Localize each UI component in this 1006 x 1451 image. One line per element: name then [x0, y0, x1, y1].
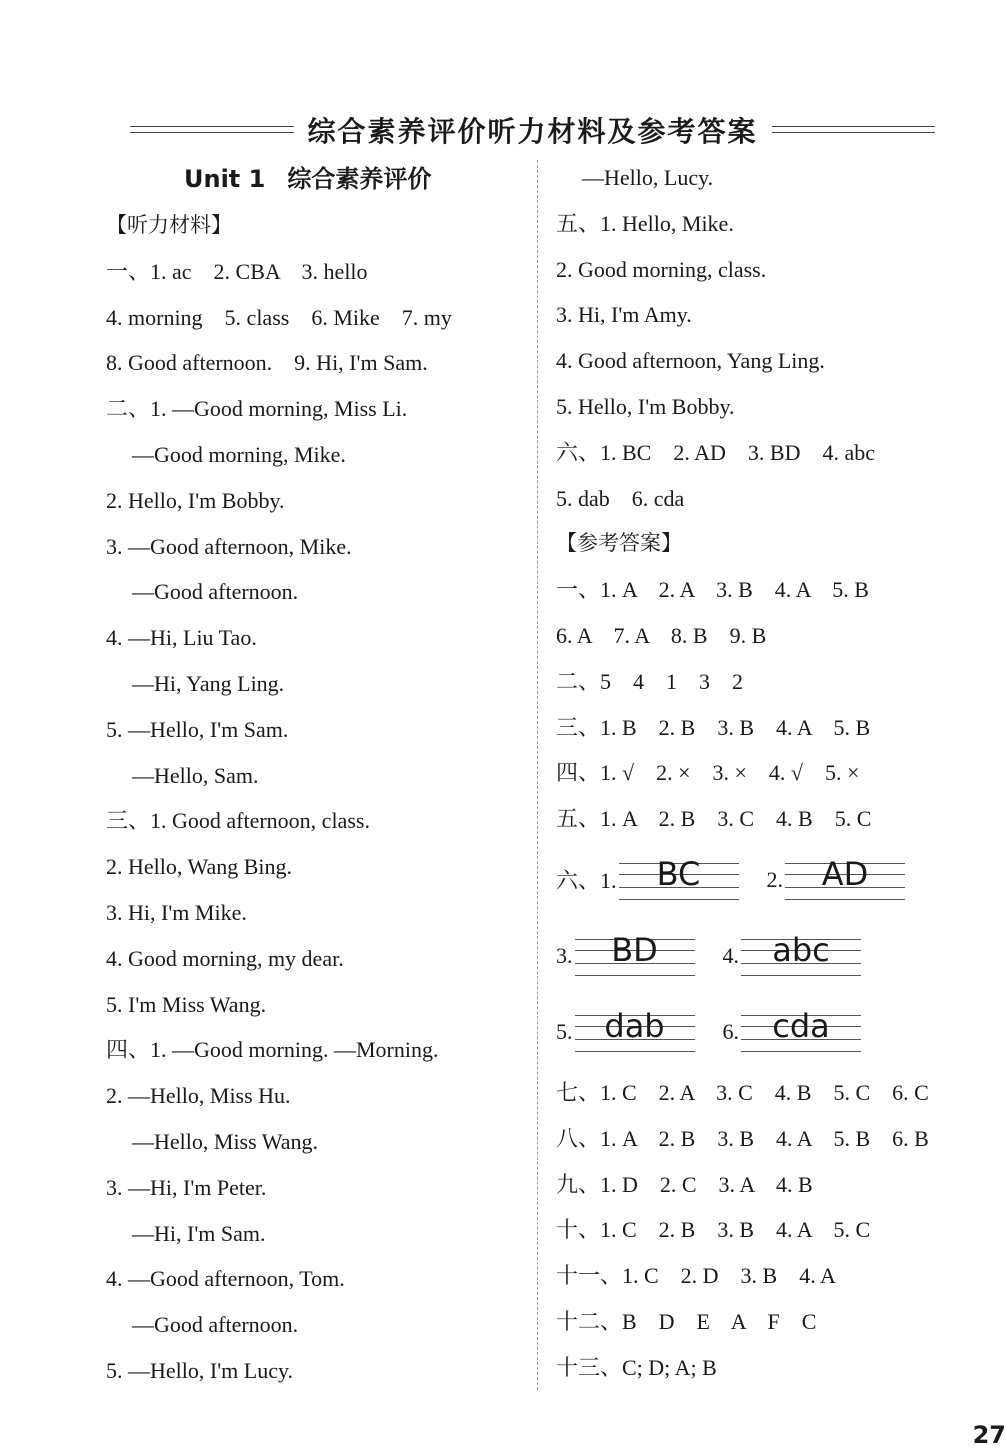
text-line: 五、1. Hello, Mike. [556, 210, 734, 236]
text-line: 十、1. C 2. B 3. B 4. A 5. C [556, 1217, 871, 1243]
text-line: —Good morning, Mike. [132, 441, 346, 467]
answers-list-top [556, 567, 976, 842]
text-line: 四、1. —Good morning. —Morning. [106, 1037, 439, 1063]
grid-line [741, 1051, 861, 1052]
text-line: 二、5 4 1 3 2 [556, 668, 744, 694]
handwriting-item-number: 4. [722, 942, 739, 968]
text-line: 4. morning 5. class 6. Mike 7. my [106, 304, 452, 330]
unit-name: Unit 1 [184, 165, 266, 193]
handwriting-item-number: 5. [556, 1018, 573, 1044]
handwritten-answer: dab [604, 1006, 665, 1045]
page-title: 综合素养评价听力材料及参考答案 [307, 115, 758, 148]
four-line-grid [741, 930, 861, 979]
text-line: 3. —Hi, I'm Peter. [106, 1174, 267, 1200]
handwriting-row [556, 994, 976, 1070]
text-line: 七、1. C 2. A 3. C 4. B 5. C 6. C [556, 1079, 929, 1105]
grid-line [619, 899, 739, 900]
handwritten-answer: abc [772, 930, 830, 969]
listening-list-left [106, 249, 526, 1394]
handwritten-answer: cda [772, 1006, 830, 1045]
unit-subtitle: 综合素养评价 [287, 165, 432, 193]
handwritten-answer: BD [611, 930, 658, 969]
text-line: —Good afternoon. [132, 1312, 299, 1338]
answers-list-bottom [556, 1070, 976, 1391]
four-line-grid [741, 1006, 861, 1055]
text-line: 2. Good morning, class. [556, 256, 767, 282]
text-line: 4. —Hi, Liu Tao. [106, 625, 257, 651]
text-line: 十一、1. C 2. D 3. B 4. A [556, 1263, 836, 1289]
page-number: 27 [972, 1421, 1006, 1449]
text-line: 5. —Hello, I'm Sam. [106, 716, 289, 742]
text-line: 三、1. B 2. B 3. B 4. A 5. B [556, 714, 871, 740]
text-line: 一、1. ac 2. CBA 3. hello [106, 258, 368, 284]
text-line: 5. dab 6. cda [556, 485, 685, 511]
four-line-grid [785, 854, 905, 903]
text-line: 3. —Good afternoon, Mike. [106, 533, 352, 559]
answers-label: 【参考答案】 [556, 531, 682, 556]
title-row [130, 108, 935, 152]
text-line: —Hi, Yang Ling. [132, 670, 285, 696]
text-line: 5. —Hello, I'm Lucy. [106, 1357, 294, 1383]
listening-label: 【听力材料】 [106, 213, 232, 237]
text-line: 二、1. —Good morning, Miss Li. [106, 396, 408, 422]
handwriting-row [556, 918, 976, 994]
handwritten-answer: BC [656, 854, 701, 893]
title-rule-left [130, 124, 294, 136]
text-line: 5. Hello, I'm Bobby. [556, 393, 735, 419]
handwriting-item-number: 6. [722, 1018, 739, 1044]
text-line: 6. A 7. A 8. B 9. B [556, 622, 767, 648]
grid-line [741, 975, 861, 976]
listening-list-right [556, 155, 976, 521]
handwriting-item-number: 2. [766, 866, 784, 892]
text-line: 4. Good morning, my dear. [106, 945, 344, 971]
handwriting-item-number: 3. [556, 942, 573, 968]
text-line: 4. —Good afternoon, Tom. [106, 1266, 345, 1292]
text-line: —Good afternoon. [132, 579, 299, 605]
grid-line [575, 975, 695, 976]
text-line: 十三、C; D; A; B [556, 1354, 717, 1380]
handwriting-item-number: 六、1. [556, 868, 617, 894]
text-line: 2. Hello, I'm Bobby. [106, 487, 285, 513]
column-divider [537, 160, 538, 1390]
text-line: 一、1. A 2. A 3. B 4. A 5. B [556, 577, 869, 603]
text-line: 九、1. D 2. C 3. A 4. B [556, 1171, 813, 1197]
text-line: —Hello, Lucy. [582, 165, 714, 190]
text-line: 六、1. BC 2. AD 3. BD 4. abc [556, 439, 876, 465]
title-rule-right [772, 124, 936, 136]
unit-heading [106, 155, 526, 203]
right-column [556, 155, 976, 1391]
text-line: —Hello, Sam. [132, 762, 259, 788]
four-line-grid [575, 1006, 695, 1055]
text-line: 3. Hi, I'm Mike. [106, 899, 247, 925]
text-line: 2. —Hello, Miss Hu. [106, 1083, 291, 1109]
grid-line [575, 1051, 695, 1052]
text-line: 三、1. Good afternoon, class. [106, 808, 370, 834]
text-line: 3. Hi, I'm Amy. [556, 302, 692, 328]
handwriting-answers [556, 842, 976, 1070]
handwriting-row [556, 842, 976, 918]
four-line-grid [575, 930, 695, 979]
text-line: 四、1. √ 2. × 3. × 4. √ 5. × [556, 760, 860, 786]
text-line: 十二、B D E A F C [556, 1308, 817, 1334]
text-line: —Hi, I'm Sam. [132, 1220, 266, 1246]
text-line: 8. Good afternoon. 9. Hi, I'm Sam. [106, 350, 428, 376]
text-line: 4. Good afternoon, Yang Ling. [556, 348, 825, 374]
text-line: 五、1. A 2. B 3. C 4. B 5. C [556, 806, 872, 832]
left-column [106, 155, 526, 1394]
text-line: 5. I'm Miss Wang. [106, 991, 267, 1017]
handwritten-answer: AD [821, 854, 869, 893]
text-line: 八、1. A 2. B 3. B 4. A 5. B 6. B [556, 1125, 929, 1151]
text-line: 2. Hello, Wang Bing. [106, 854, 293, 880]
four-line-grid [619, 854, 739, 903]
text-line: —Hello, Miss Wang. [132, 1128, 319, 1154]
grid-line [785, 899, 905, 900]
